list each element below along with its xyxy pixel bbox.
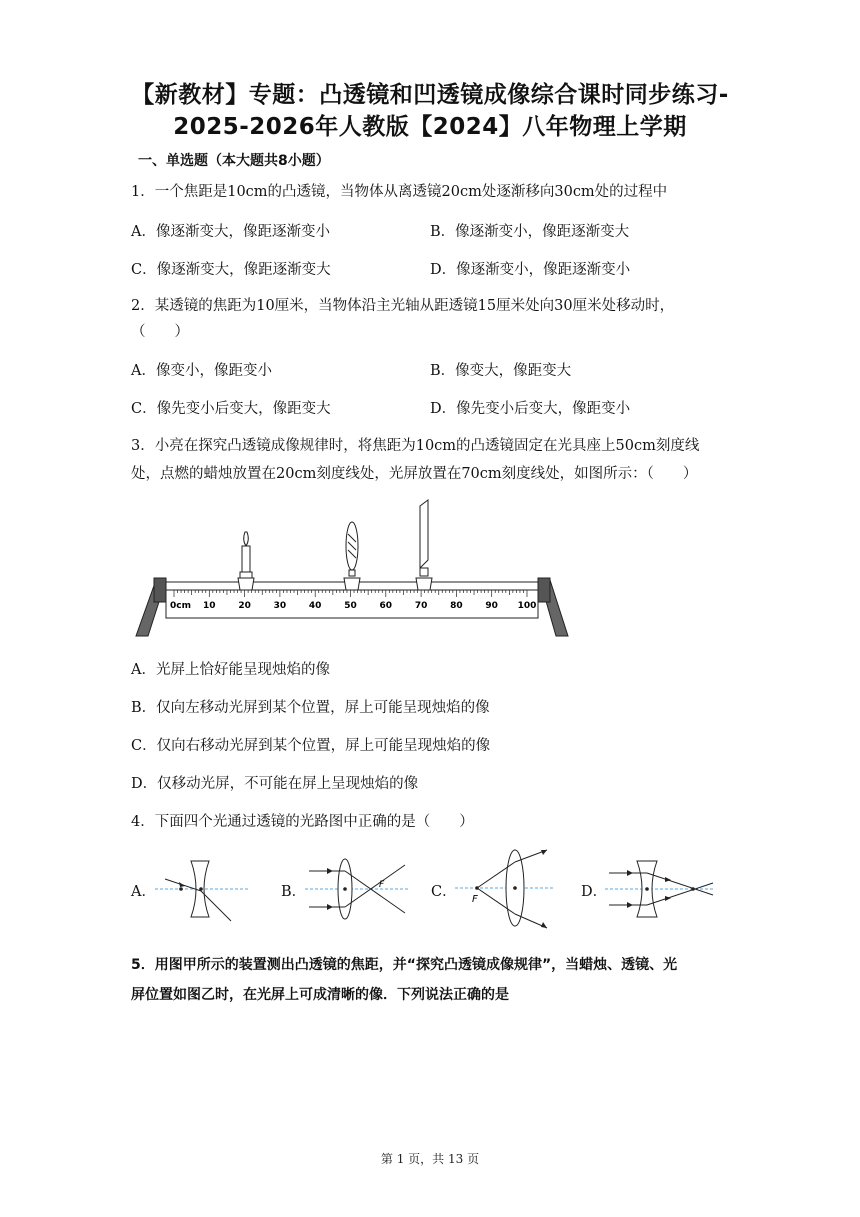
candle [238, 532, 254, 590]
bench-left-end [154, 578, 166, 602]
q4-option-d-label: D． [581, 884, 608, 900]
q4-diagram-d [605, 855, 715, 925]
q2-option-a: A．像变小，像距变小 [131, 363, 272, 379]
ruler-label: 0cm [170, 601, 191, 611]
focus-f-c: F [472, 894, 478, 905]
ruler-label: 90 [485, 601, 498, 611]
q3-option-c: C．仅向右移动光屏到某个位置，屏上可能呈现烛焰的像 [131, 738, 491, 754]
ruler-label: 100 [517, 601, 537, 611]
question-5-stem-1: 5．用图甲所示的装置测出凸透镜的焦距，并“探究凸透镜成像规律”，当蜡烛、透镜、光 [131, 957, 678, 973]
question-2-paren: （ ） [131, 324, 189, 340]
question-5-stem-2: 屏位置如图乙时，在光屏上可成清晰的像．下列说法正确的是 [131, 987, 509, 1003]
page-title-line1: 【新教材】专题：凸透镜和凹透镜成像综合课时同步练习- [131, 82, 729, 108]
light-screen [416, 500, 432, 590]
q4-option-c-label: C． [431, 884, 457, 900]
q4-diagram-c [455, 848, 555, 930]
optical-bench-figure [130, 498, 580, 643]
ruler-label: 80 [450, 601, 463, 611]
question-3-stem-2: 处，点燃的蜡烛放置在20cm刻度线处，光屏放置在70cm刻度线处，如图所示：（ ） [131, 466, 698, 482]
ruler-label: 10 [203, 601, 216, 611]
ruler-label: 20 [238, 601, 251, 611]
ruler-label: 70 [414, 601, 428, 611]
q3-option-a: A．光屏上恰好能呈现烛焰的像 [131, 662, 330, 678]
ruler-label: 30 [273, 601, 287, 611]
q1-option-d: D．像逐渐变小，像距逐渐变小 [430, 262, 631, 278]
q1-option-b: B．像逐渐变小，像距逐渐变大 [430, 224, 630, 240]
q3-option-b: B．仅向左移动光屏到某个位置，屏上可能呈现烛焰的像 [131, 700, 490, 716]
focus-f-b: F [379, 880, 385, 890]
convex-lens [344, 522, 360, 590]
question-2-stem: 2．某透镜的焦距为10厘米，当物体沿主光轴从距透镜15厘米处向30厘米处移动时， [131, 298, 675, 314]
q4-option-a-label: A． [131, 884, 156, 900]
question-4-stem: 4．下面四个光通过透镜的光路图中正确的是（ ） [131, 814, 474, 830]
question-3-stem-1: 3．小亮在探究凸透镜成像规律时，将焦距为10cm的凸透镜固定在光具座上50cm刻度线 [131, 438, 700, 454]
section-heading: 一、单选题（本大题共8小题） [138, 153, 330, 169]
ruler-label: 60 [379, 601, 393, 611]
q2-option-b: B．像变大，像距变大 [430, 363, 572, 379]
q4-diagram-b [305, 855, 410, 925]
q3-option-d: D．仅移动光屏，不可能在屏上呈现烛焰的像 [131, 776, 419, 792]
q1-option-a: A．像逐渐变大，像距逐渐变小 [131, 224, 330, 240]
page-footer: 第 1 页，共 13 页 [380, 1152, 480, 1166]
ruler-label: 40 [308, 601, 322, 611]
q4-diagram-a [155, 855, 250, 925]
bench-right-end [538, 578, 550, 602]
q4-option-b-label: B． [281, 884, 307, 900]
page-title-line2: 2025-2026年人教版【2024】八年物理上学期 [173, 114, 687, 140]
q2-option-c: C．像先变小后变大，像距变大 [131, 401, 331, 417]
question-1-stem: 1．一个焦距是10cm的凸透镜，当物体从离透镜20cm处逐渐移向30cm处的过程中 [131, 184, 668, 200]
ruler-label: 50 [344, 601, 357, 611]
q1-option-c: C．像逐渐变大，像距逐渐变大 [131, 262, 331, 278]
q2-option-d: D．像先变小后变大，像距变小 [430, 401, 631, 417]
